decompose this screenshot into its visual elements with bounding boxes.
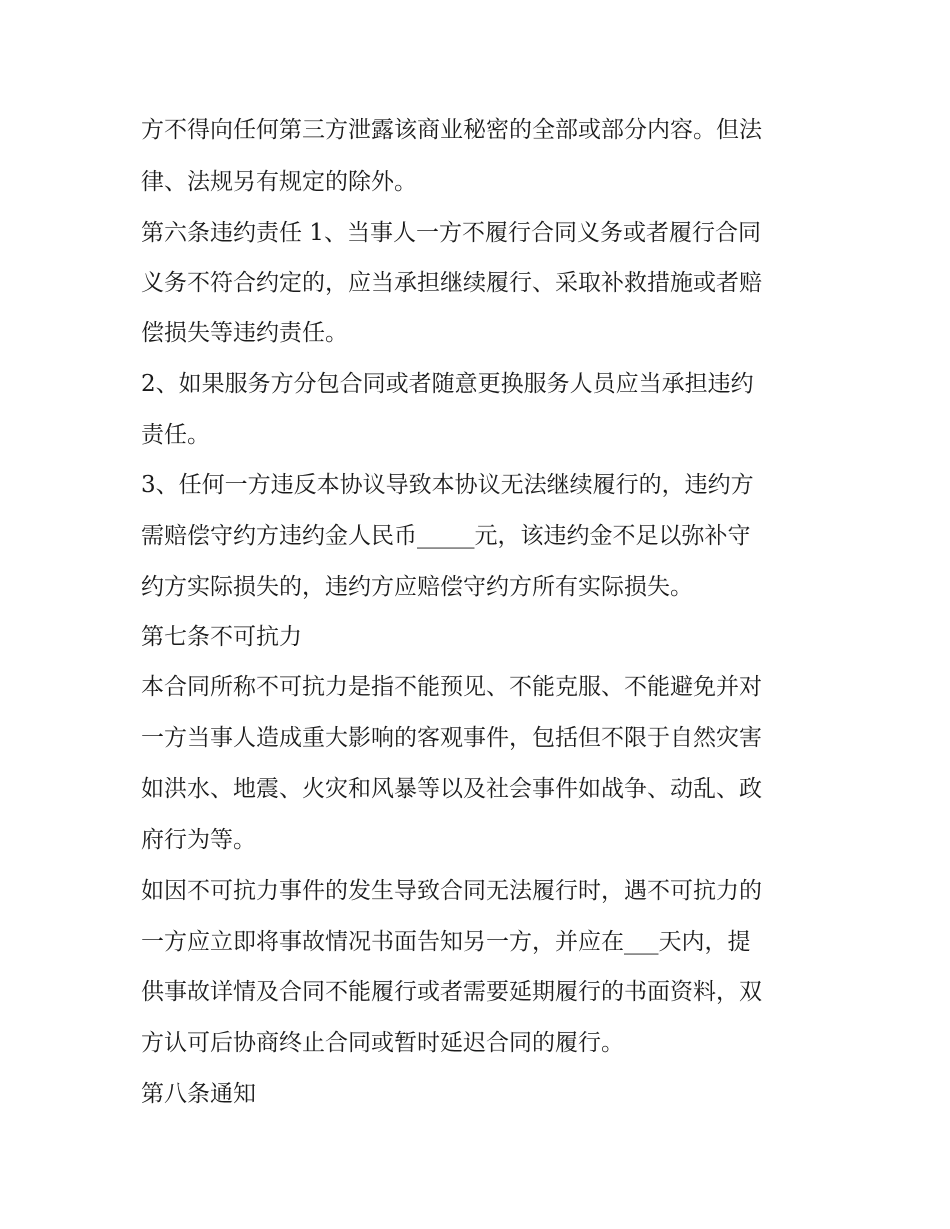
text-line: 义务不符合约定的，应当承担继续履行、采取补救措施或者赔 xyxy=(141,270,762,296)
section-8-heading: 第八条通知 xyxy=(141,1081,256,1107)
text-line: 律、法规另有规定的除外。 xyxy=(141,169,417,195)
text-line: 2、如果服务方分包合同或者随意更换服务人员应当承担违约 xyxy=(141,371,754,397)
text-line: 如洪水、地震、火灾和风暴等以及社会事件如战争、动乱、政 xyxy=(141,776,762,802)
text-line: 府行为等。 xyxy=(141,827,256,853)
text-line: 3、任何一方违反本协议导致本协议无法继续履行的，违约方 xyxy=(141,472,754,498)
text-line: 责任。 xyxy=(141,422,210,448)
text-line: 供事故详情及合同不能履行或者需要延期履行的书面资料，双 xyxy=(141,979,762,1005)
section-6-heading-line: 第六条违约责任 1、当事人一方不履行合同义务或者履行合同 xyxy=(141,220,761,246)
text-line: 约方实际损失的，违约方应赔偿守约方所有实际损失。 xyxy=(141,574,693,600)
text-line: 偿损失等违约责任。 xyxy=(141,320,348,346)
text-line: 方不得向任何第三方泄露该商业秘密的全部或部分内容。但法 xyxy=(141,117,762,143)
text-line: 如因不可抗力事件的发生导致合同无法履行时，遇不可抗力的 xyxy=(141,878,762,904)
text-line: 本合同所称不可抗力是指不能预见、不能克服、不能避免并对 xyxy=(141,674,762,700)
text-line: 一方应立即将事故情况书面告知另一方，并应在___天内，提 xyxy=(141,929,751,955)
text-line: 需赔偿守约方违约金人民币_____元，该违约金不足以弥补守 xyxy=(141,523,751,549)
section-7-heading: 第七条不可抗力 xyxy=(141,624,302,650)
text-line: 一方当事人造成重大影响的客观事件，包括但不限于自然灾害 xyxy=(141,725,762,751)
text-line: 方认可后协商终止合同或暂时延迟合同的履行。 xyxy=(141,1030,624,1056)
